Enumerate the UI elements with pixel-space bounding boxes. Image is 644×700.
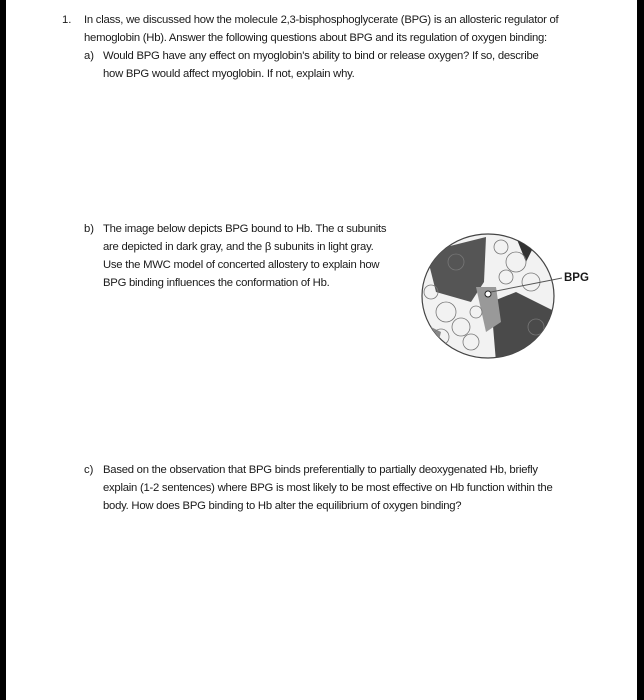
question-intro — [84, 11, 558, 47]
bpg-figure-label: BPG — [564, 272, 589, 284]
question-number: 1. — [62, 14, 72, 26]
part-a-text — [103, 47, 539, 83]
text-line: BPG binding influences the conformation of Hb. — [103, 277, 330, 289]
document-page — [6, 0, 637, 700]
text-line: are depicted in dark gray, and the β subunits in light gray. — [103, 241, 374, 253]
text-line: Use the MWC model of concerted allostery to explain how — [103, 259, 380, 271]
part-a-label: a) — [84, 50, 95, 62]
text-line: In class, we discussed how the molecule 2,3-bisphosphoglycerate (BPG) is an allosteric regulator of — [84, 14, 559, 26]
text-line: explain (1-2 sentences) where BPG is most likely to be most effective on Hb function within the — [103, 482, 553, 494]
text-line: Based on the observation that BPG binds preferentially to partially deoxygenated Hb, briefly — [103, 464, 538, 476]
text-line: Would BPG have any effect on myoglobin's ability to bind or release oxygen? If so, describe — [103, 50, 539, 62]
text-line: how BPG would affect myoglobin. If not, explain why. — [103, 68, 355, 80]
part-c-label: c) — [84, 464, 94, 476]
part-c-text — [103, 461, 552, 515]
part-b-text — [103, 220, 386, 292]
text-line: hemoglobin (Hb). Answer the following questions about BPG and its regulation of oxygen binding: — [84, 32, 547, 44]
text-line: body. How does BPG binding to Hb alter the equilibrium of oxygen binding? — [103, 500, 462, 512]
hemoglobin-structure-image — [416, 232, 566, 362]
text-line: The image below depicts BPG bound to Hb. The α subunits — [103, 223, 387, 235]
part-b-label: b) — [84, 223, 95, 235]
